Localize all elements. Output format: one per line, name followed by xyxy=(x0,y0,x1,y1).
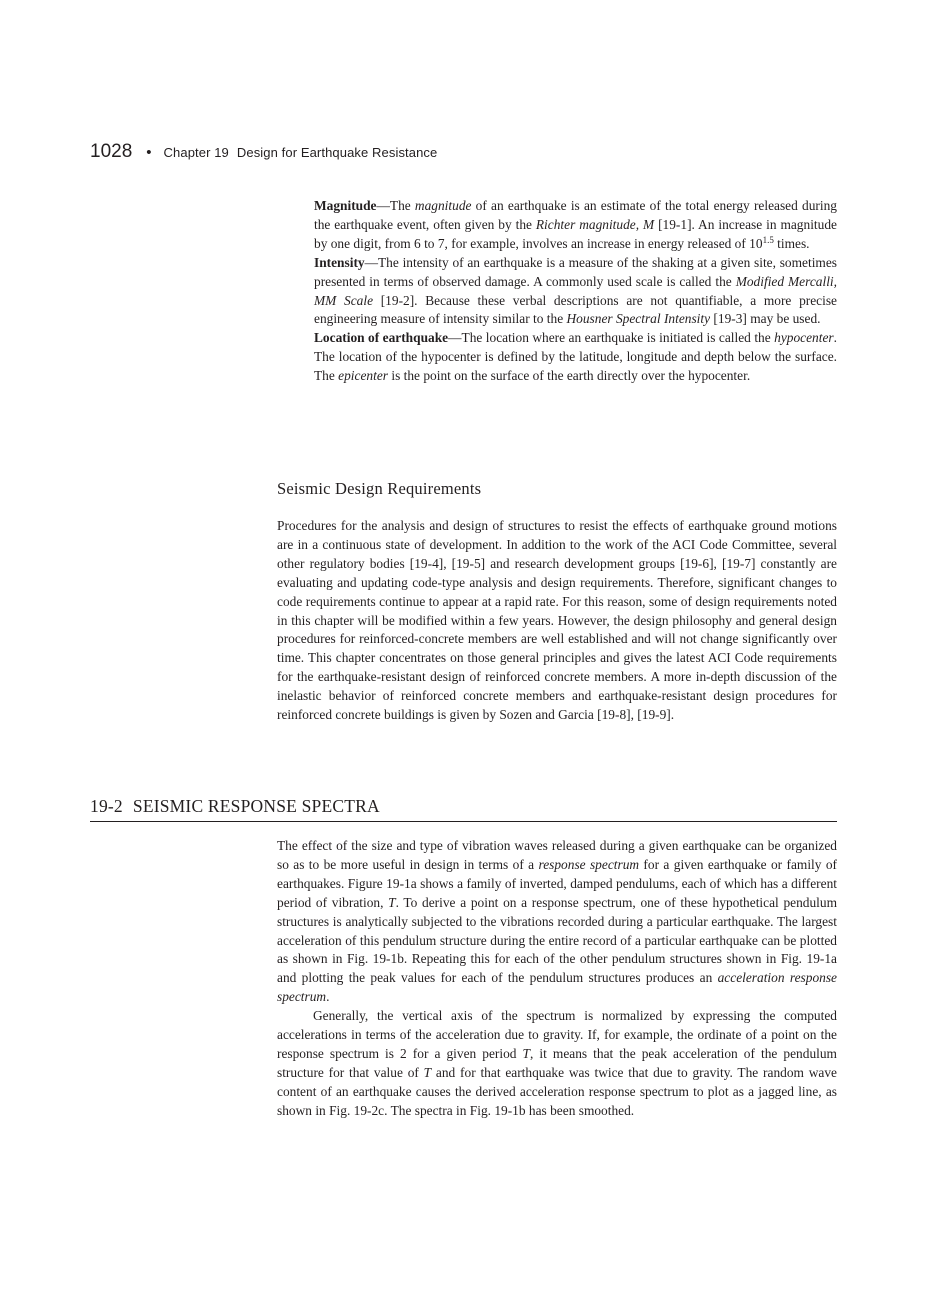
text-run: of an earthquake is an estimate of the total energy released during the earthquake event, often given by the xyxy=(314,198,837,232)
section-number: 19-2 xyxy=(90,796,123,816)
paragraph xyxy=(277,517,837,725)
text-run: —The location where an earthquake is initiated is called the xyxy=(448,330,775,346)
definition-term: Location of earthquake xyxy=(314,330,449,346)
text-run: Procedures for the analysis and design of structures to resist the effects of earthquake ground motions are in a continuous state of development. In addition to the work of the ACI Code Committee, several other regulatory bodies [19-4], [19-5] and research development groups [19-6], [19-7] constantly are evaluating and updating code-type analysis and design requirements. Therefore, significant changes to code requirements continue to appear at a rapid rate. For this reason, some of design requirements noted in this chapter will be modified within a few years. However, the design philosophy and general design procedures for reinforced-concrete members are well established and will not change significantly over time. This chapter concentrates on those general principles and gives the latest ACI Code requirements for the earthquake-resistant design of reinforced concrete members. A more in-depth discussion of the inelastic behavior of reinforced concrete members and earthquake-resistant design procedures for reinforced concrete buildings is given by Sozen and Garcia [19-8], [19-9]. xyxy=(277,518,837,723)
definitions-list xyxy=(314,197,837,386)
text-run: —The xyxy=(376,198,415,213)
italic-term: response spectrum xyxy=(538,856,640,872)
definition-text xyxy=(314,254,837,330)
superscript: 1.5 xyxy=(762,234,774,245)
text-run: is the point on the surface of the earth directly over the hypocenter. xyxy=(388,368,751,384)
paragraph xyxy=(277,1007,837,1120)
text-run: —The intensity of an earthquake is a measure of the shaking at a given site, sometimes presented in terms of observed damage. A commonly used scale is called the xyxy=(314,254,837,289)
italic-term: acceleration response spectrum xyxy=(277,970,837,1005)
text-run: Generally, the vertical axis of the spectrum is normalized by expressing the computed accelerations in terms of the acceleration due to gravity. If, for example, the ordinate of a point on the response spectrum is 2 for a given period xyxy=(277,1008,837,1061)
chapter-title: Design for Earthquake Resistance xyxy=(236,145,438,160)
italic-term: magnitude xyxy=(414,198,472,213)
italic-term: epicenter xyxy=(338,368,388,384)
text-run: [19-2]. Because these verbal descriptions are not quantifiable, a more precise engineering measure of intensity similar to the xyxy=(314,292,837,327)
italic-term: hypocenter xyxy=(774,330,834,346)
italic-term: T xyxy=(522,1045,530,1061)
italic-term: Modified Mercalli, MM Scale xyxy=(314,273,837,308)
header-bullet: • xyxy=(146,144,152,161)
text-run: . xyxy=(326,989,330,1005)
definition-text xyxy=(314,329,837,386)
text-run: . To derive a point on a response spectrum, one of these hypothetical pendulum structures is analytically subjected to the vibrations recorded during a particular earthquake. The largest acceleration of this pendulum structure during the entire record of a particular earthquake can be plotted as shown in Fig. 19-1b. Repeating this for each of the other pendulum structures shown in Fig. 19-1a and plotting the peak values for each of the pendulum structures produces an xyxy=(277,894,837,986)
italic-term: T xyxy=(423,1064,432,1080)
definition-term: Magnitude xyxy=(314,198,377,213)
definition-magnitude xyxy=(314,197,837,254)
spectra-body xyxy=(277,837,837,1121)
definition-location xyxy=(314,329,837,386)
text-run: for a given earthquake or family of earthquakes. Figure 19-1a shows a family of inverted, damped pendulums, each of which has a different period of vibration, xyxy=(277,856,837,910)
definition-text xyxy=(314,197,837,254)
italic-term: Housner Spectral Intensity xyxy=(566,311,711,327)
section-heading xyxy=(90,796,837,822)
text-run: [19-3] may be used. xyxy=(710,311,821,327)
running-header xyxy=(90,141,437,163)
text-run: . The location of the hypocenter is defined by the latitude, longitude and depth below the surface. The xyxy=(314,330,837,384)
text-run: , it means that the peak acceleration of the pendulum structure for that value of xyxy=(277,1045,837,1080)
chapter-heading xyxy=(164,145,438,160)
definition-term: Intensity xyxy=(314,254,365,270)
italic-term: Richter magnitude, M xyxy=(535,216,655,232)
chapter-label: Chapter 19 xyxy=(163,145,229,160)
paragraph xyxy=(277,837,837,1007)
definition-intensity xyxy=(314,254,837,330)
text-run: The effect of the size and type of vibration waves released during a given earthquake can be organized so as to be more useful in design in terms of a xyxy=(277,838,837,872)
requirements-body xyxy=(277,517,837,725)
text-run: [19-1]. An increase in magnitude by one digit, from 6 to 7, for example, involves an increase in energy released of 10 xyxy=(314,216,837,251)
subheading: Seismic Design Requirements xyxy=(277,479,482,498)
section-title: SEISMIC RESPONSE SPECTRA xyxy=(132,796,380,816)
italic-term: T xyxy=(388,894,396,910)
text-run: times. xyxy=(773,235,810,251)
text-run: and for that earthquake was twice that due to gravity. The random wave content of an earthquake causes the derived acceleration response spectrum to plot as a jagged line, as shown in Fig. 19-2c. The spectra in Fig. 19-1b has been smoothed. xyxy=(277,1064,837,1118)
page-number: 1028 xyxy=(90,141,133,162)
